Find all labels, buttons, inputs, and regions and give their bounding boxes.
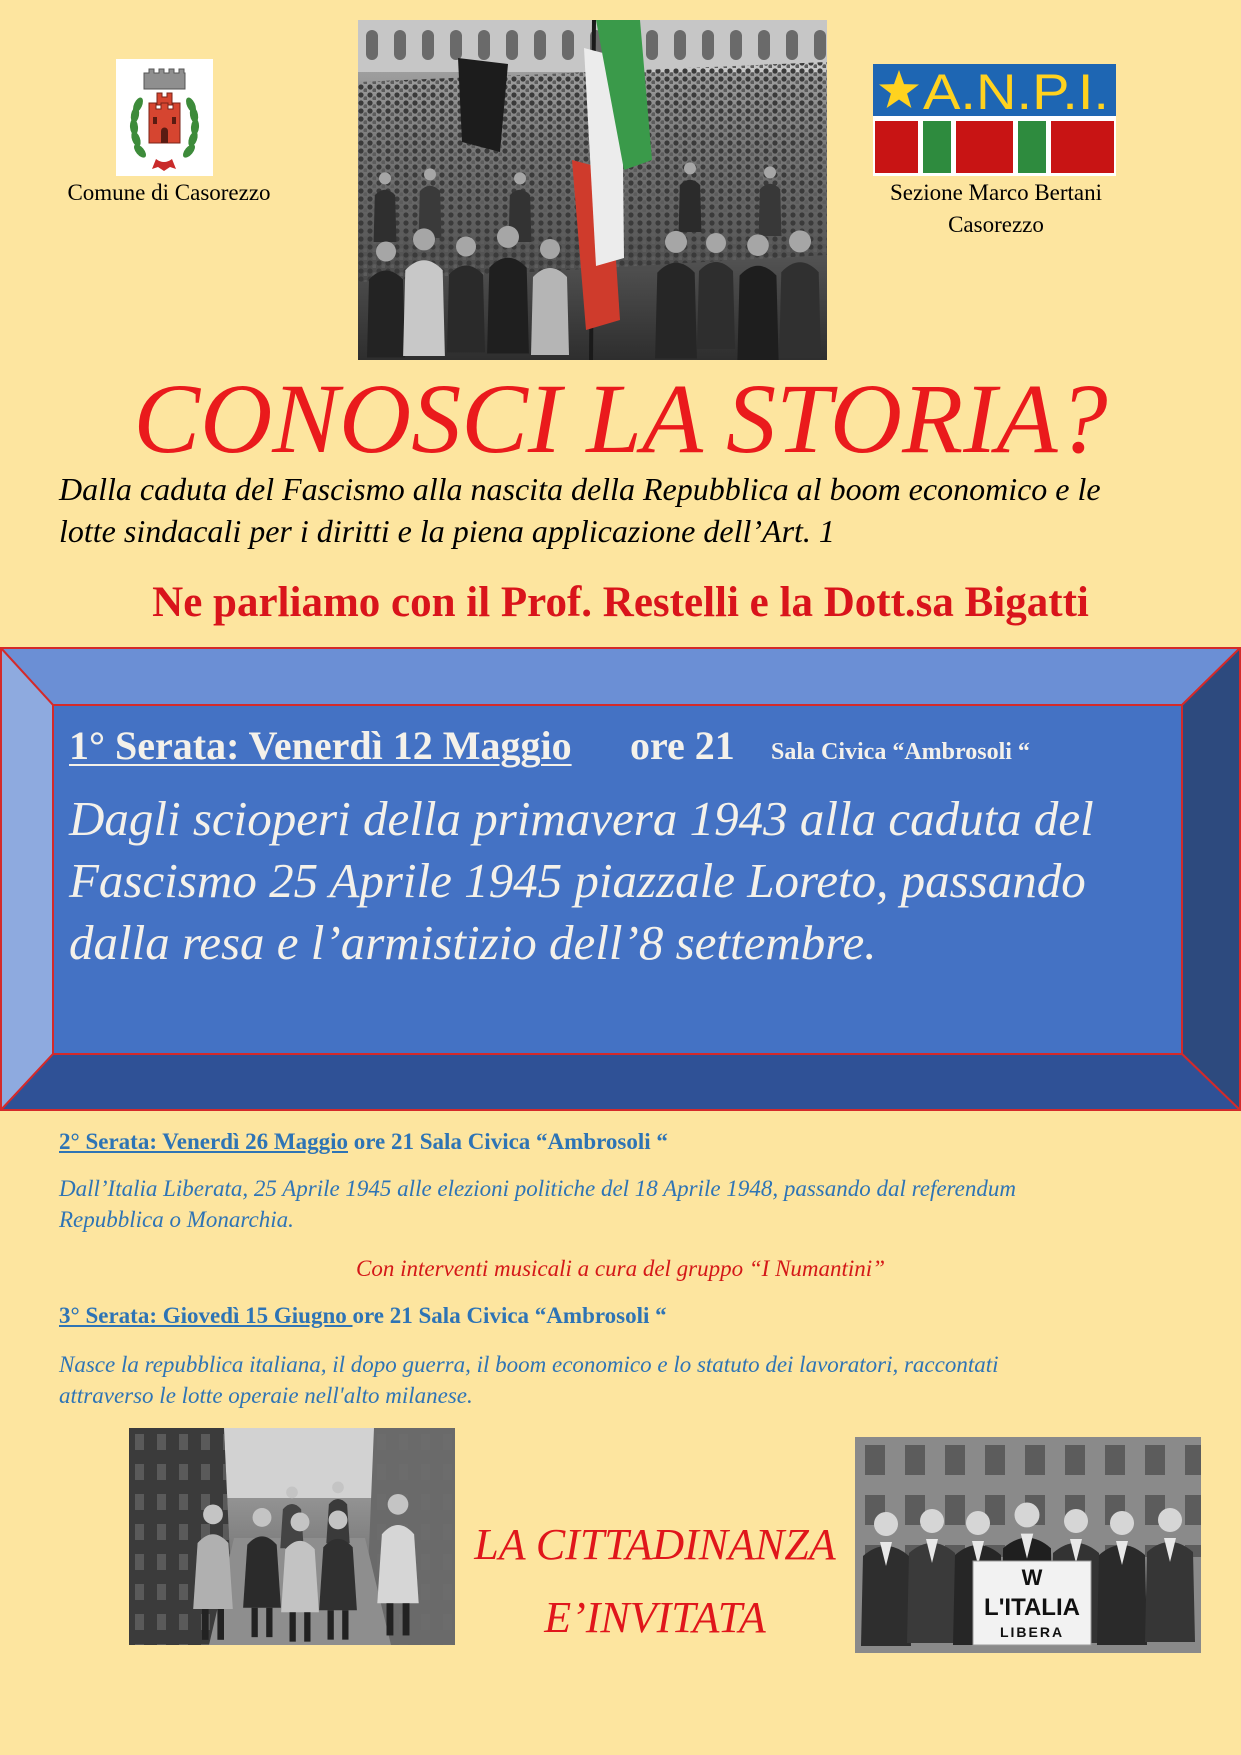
anpi-section-name: Sezione Marco Bertani (889, 180, 1103, 205)
dark-flag (458, 58, 508, 152)
panel-bevel-top (0, 647, 1241, 705)
music-note: Con interventi musicali a cura del gruppo “I Numantini” (356, 1256, 885, 1281)
evening3-description (59, 1349, 999, 1411)
subtitle-line: Dalla caduta del Fascismo alla nascita della Repubblica al boom economico e le (59, 471, 1101, 507)
italia-libera-photo (855, 1437, 1201, 1653)
panel-bevel-right (1182, 647, 1241, 1111)
evening3-heading (59, 1302, 667, 1330)
description-line: attraverso le lotte operaie nell'alto milanese. (59, 1383, 473, 1408)
evening1-place: Sala Civica “Ambrosoli “ (771, 739, 1030, 765)
description-line: Dagli scioperi della primavera 1943 alla caduta del (69, 791, 1094, 846)
evening3-date: 3° Serata: Giovedì 15 Giugno (59, 1303, 353, 1328)
comune-caption: Comune di Casorezzo (67, 180, 271, 205)
description-line: Nasce la repubblica italiana, il dopo guerra, il boom economico e lo statuto dei lavoratori, raccontati (59, 1352, 999, 1377)
invitation (458, 1508, 852, 1654)
partisan-women-photo (129, 1428, 455, 1645)
description-line: Fascismo 25 Aprile 1945 piazzale Loreto, passando (69, 853, 1086, 908)
panel-bevel-left (0, 647, 53, 1111)
evening2-description (59, 1173, 1016, 1235)
banner-text: L'ITALIA (984, 1594, 1080, 1621)
banner-text: LIBERA (999, 1624, 1065, 1640)
speakers-line: Ne parliamo con il Prof. Restelli e la Dott.sa Bigatti (152, 579, 1089, 626)
poster-title: CONOSCI LA STORIA? (133, 363, 1108, 474)
anpi-logo (873, 64, 1116, 176)
subtitle-line: lotte sindacali per i diritti e la piena applicazione dell’Art. 1 (59, 513, 835, 549)
invitation-line: E’INVITATA (544, 1593, 766, 1642)
anpi-section-caption (865, 177, 1127, 241)
evening3-details: ore 21 Sala Civica “Ambrosoli “ (352, 1303, 667, 1328)
anpi-section-town: Casorezzo (948, 212, 1044, 237)
description-line: dalla resa e l’armistizio dell’8 settembre. (69, 915, 877, 970)
banner-text: W (1021, 1565, 1043, 1590)
italia-libera-banner (973, 1561, 1091, 1645)
evening1-date: 1° Serata: Venerdì 12 Maggio (69, 723, 572, 768)
poster-subtitle (59, 468, 1101, 552)
evening1-time: ore 21 (630, 723, 735, 768)
tricolor-bars (875, 121, 1114, 173)
comune-crest-logo (116, 59, 213, 176)
evening1-description (69, 788, 1094, 974)
description-line: Dall’Italia Liberata, 25 Aprile 1945 alle elezioni politiche del 18 Aprile 1948, passando dal referendum (59, 1176, 1016, 1201)
anpi-logo-text: A.N.P.I. (923, 64, 1109, 120)
panel-bevel-bottom (0, 1054, 1241, 1111)
description-line: Repubblica o Monarchia. (59, 1207, 294, 1232)
invitation-line: LA CITTADINANZA (474, 1520, 836, 1569)
evening2-heading (59, 1128, 668, 1156)
liberation-parade-photo (358, 20, 827, 360)
evening2-details: ore 21 Sala Civica “Ambrosoli “ (348, 1129, 668, 1154)
evening2-date: 2° Serata: Venerdì 26 Maggio (59, 1129, 349, 1154)
